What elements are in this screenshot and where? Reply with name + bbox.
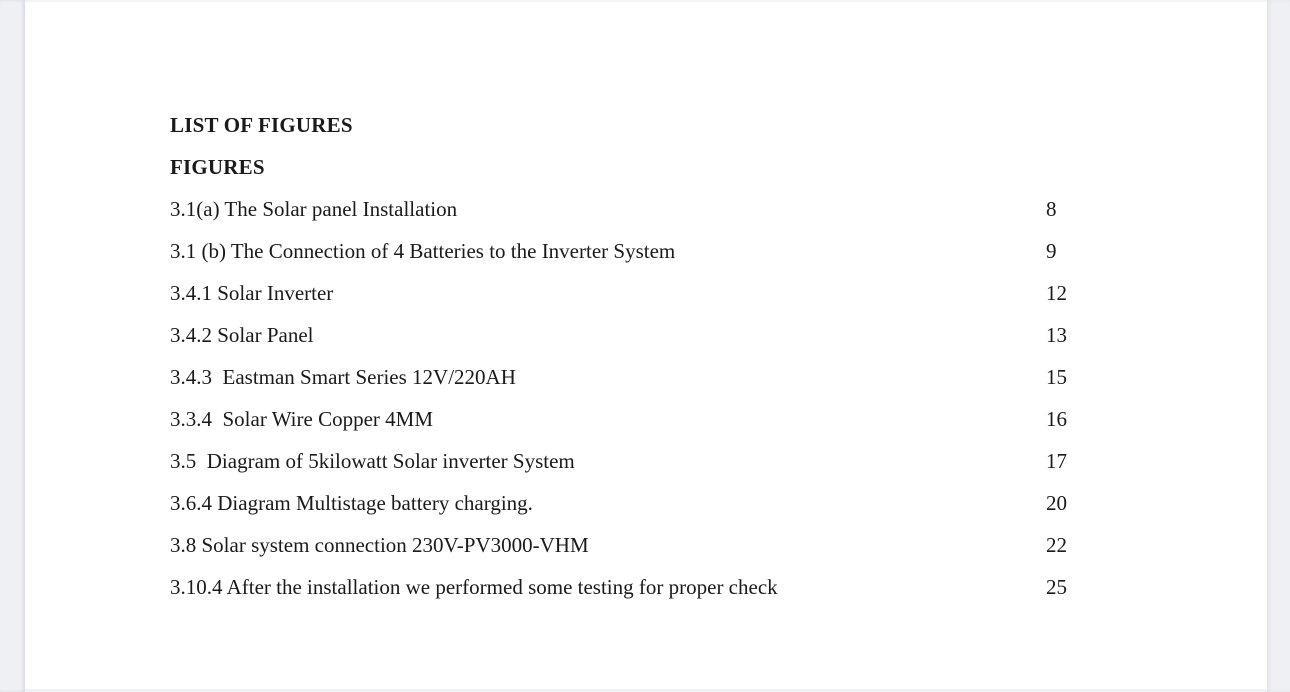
figure-entry-row bbox=[170, 482, 1126, 524]
figure-entry-page-number: 9 bbox=[1046, 239, 1057, 263]
figure-entry-page-number: 8 bbox=[1046, 197, 1057, 221]
document-page bbox=[170, 104, 1126, 608]
figure-entry-row bbox=[170, 230, 1126, 272]
figures-subheading: FIGURES bbox=[170, 155, 265, 179]
page-gutter-left bbox=[0, 0, 25, 692]
list-of-figures-heading: LIST OF FIGURES bbox=[170, 113, 353, 137]
figure-entry-page-number: 20 bbox=[1046, 491, 1067, 515]
figure-entry-label: 3.1(a) The Solar panel Installation bbox=[170, 197, 458, 221]
figure-entry-label: 3.6.4 Diagram Multistage battery charging. bbox=[170, 491, 533, 515]
figure-entry-row bbox=[170, 440, 1126, 482]
figure-entry-row bbox=[170, 398, 1126, 440]
figure-entry-label: 3.4.2 Solar Panel bbox=[170, 323, 314, 347]
figure-entry-page-number: 13 bbox=[1046, 323, 1067, 347]
figure-entry-row bbox=[170, 566, 1126, 608]
figure-entry-label: 3.5 Diagram of 5kilowatt Solar inverter System bbox=[170, 449, 575, 473]
figure-entry-label: 3.3.4 Solar Wire Copper 4MM bbox=[170, 407, 433, 431]
figure-entry-row bbox=[170, 188, 1126, 230]
figure-entry-page-number: 15 bbox=[1046, 365, 1067, 389]
figure-entry-label: 3.1 (b) The Connection of 4 Batteries to the Inverter System bbox=[170, 239, 676, 263]
figure-entry-label: 3.10.4 After the installation we performed some testing for proper check bbox=[170, 575, 778, 599]
figure-entry-row bbox=[170, 356, 1126, 398]
figure-entry-page-number: 17 bbox=[1046, 449, 1067, 473]
figure-entry-label: 3.8 Solar system connection 230V-PV3000-VHM bbox=[170, 533, 589, 557]
figure-entry-label: 3.4.1 Solar Inverter bbox=[170, 281, 334, 305]
figure-entry-page-number: 12 bbox=[1046, 281, 1067, 305]
figure-entry-row bbox=[170, 314, 1126, 356]
figure-entry-page-number: 25 bbox=[1046, 575, 1067, 599]
figure-entry-row bbox=[170, 524, 1126, 566]
figure-entry-label: 3.4.3 Eastman Smart Series 12V/220AH bbox=[170, 365, 516, 389]
figure-entry-page-number: 22 bbox=[1046, 533, 1067, 557]
figure-entry-page-number: 16 bbox=[1046, 407, 1067, 431]
page-top-edge bbox=[25, 0, 1267, 2]
page-gutter-right bbox=[1267, 0, 1290, 692]
figure-entry-row bbox=[170, 272, 1126, 314]
